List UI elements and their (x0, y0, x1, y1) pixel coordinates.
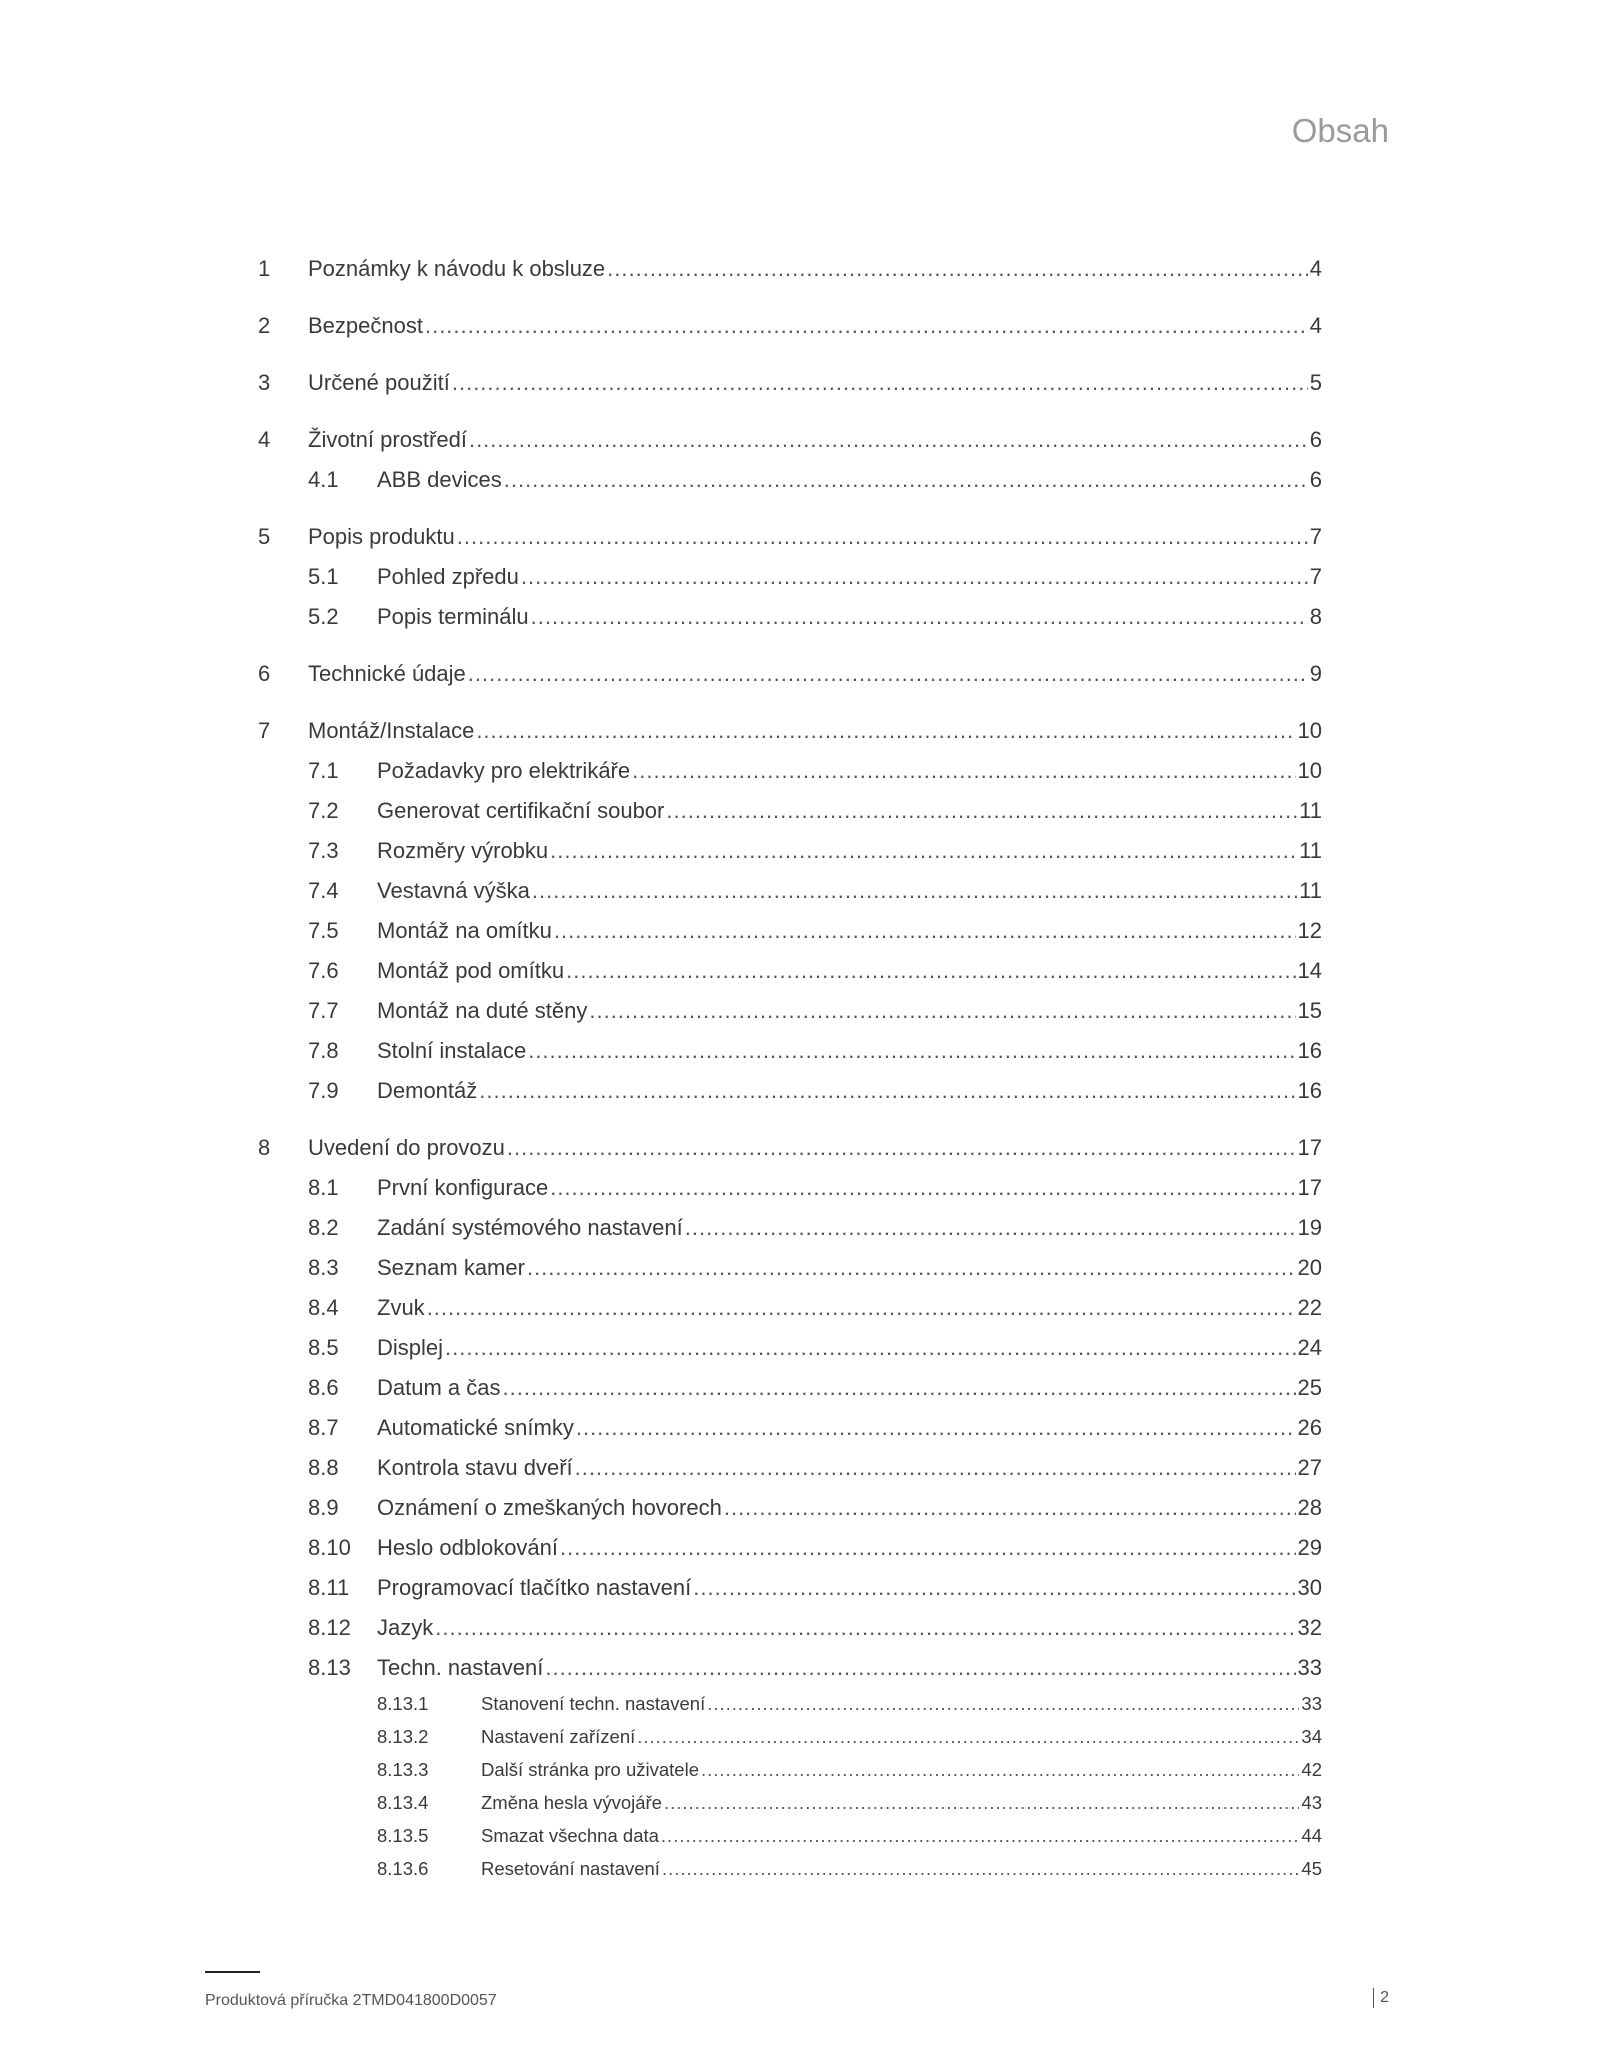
toc-number: 3 (258, 370, 271, 395)
page-title: Obsah (1291, 112, 1389, 149)
toc-page-number: 43 (1301, 1792, 1322, 1813)
toc-leader-dots (435, 1615, 1295, 1641)
toc-page-number: 6 (1309, 427, 1322, 452)
toc-page-number: 6 (1309, 467, 1322, 492)
toc-page-number: 17 (1297, 1135, 1322, 1160)
toc-title: Požadavky pro elektrikáře (377, 758, 631, 783)
toc-row[interactable] (0, 1455, 1600, 1485)
toc-number: 1 (258, 256, 271, 281)
toc-leader-dots (550, 1175, 1295, 1201)
toc-row[interactable] (0, 1535, 1600, 1565)
toc-entry[interactable] (377, 798, 1322, 824)
toc-page-number: 42 (1301, 1759, 1322, 1780)
toc-entry[interactable] (308, 427, 1322, 453)
toc-entry[interactable] (377, 604, 1322, 630)
toc-page-number: 25 (1297, 1375, 1322, 1400)
toc-leader-dots (427, 1295, 1296, 1321)
toc-number: 7.6 (308, 958, 339, 983)
toc-number: 4.1 (308, 467, 339, 492)
toc-entry[interactable] (377, 758, 1322, 784)
toc-entry[interactable] (377, 1655, 1322, 1681)
toc-entry[interactable] (377, 1078, 1322, 1104)
toc-title: Popis terminálu (377, 604, 529, 629)
toc-page-number: 33 (1297, 1655, 1322, 1680)
toc-row[interactable] (0, 1615, 1600, 1645)
toc-row[interactable] (0, 1858, 1600, 1888)
toc-page-number: 11 (1299, 878, 1322, 903)
toc-page-number: 9 (1309, 661, 1322, 686)
toc-row[interactable] (0, 427, 1600, 457)
toc-leader-dots (560, 1535, 1296, 1561)
toc-title: Displej (377, 1335, 444, 1360)
toc-title: Rozměry výrobku (377, 838, 549, 863)
toc-number: 8.13.5 (377, 1825, 429, 1846)
toc-page-number: 32 (1297, 1615, 1322, 1640)
toc-title: Další stránka pro uživatele (481, 1759, 699, 1780)
footer-rule (205, 1971, 260, 1973)
toc-leader-dots (528, 1038, 1295, 1064)
toc-entry[interactable] (481, 1858, 1322, 1880)
toc-number: 8.7 (308, 1415, 339, 1440)
toc-row[interactable] (0, 1825, 1600, 1855)
toc-page-number: 15 (1297, 998, 1322, 1023)
toc-entry[interactable] (377, 1175, 1322, 1201)
toc-title: Bezpečnost (308, 313, 423, 338)
toc-page-number: 11 (1299, 838, 1322, 863)
toc-leader-dots (532, 878, 1297, 904)
toc-title: Montáž/Instalace (308, 718, 475, 743)
toc-page-number: 4 (1309, 313, 1322, 338)
toc-leader-dots (701, 1759, 1299, 1781)
toc-entry[interactable] (308, 524, 1322, 550)
toc-leader-dots (425, 313, 1308, 339)
toc-page-number: 4 (1309, 256, 1322, 281)
toc-title: Stanovení techn. nastavení (481, 1693, 706, 1714)
toc-number: 5.2 (308, 604, 339, 629)
toc-row[interactable] (0, 313, 1600, 343)
toc-title: Pohled zpředu (377, 564, 519, 589)
toc-leader-dots (527, 1255, 1296, 1281)
toc-title: Změna hesla vývojáře (481, 1792, 662, 1813)
toc-row[interactable] (0, 1078, 1600, 1108)
toc-leader-dots (531, 604, 1308, 630)
toc-page-number: 30 (1297, 1575, 1322, 1600)
toc-number: 8.9 (308, 1495, 339, 1520)
toc-row[interactable] (0, 370, 1600, 400)
toc-title: Zvuk (377, 1295, 425, 1320)
toc-title: Datum a čas (377, 1375, 501, 1400)
toc-title: Generovat certifikační soubor (377, 798, 665, 823)
toc-page-number: 16 (1297, 1038, 1322, 1063)
toc-number: 7.5 (308, 918, 339, 943)
toc-page-number: 22 (1297, 1295, 1322, 1320)
toc-page-number: 8 (1309, 604, 1322, 629)
toc-title: Techn. nastavení (377, 1655, 544, 1680)
toc-row[interactable] (0, 564, 1600, 594)
toc-number: 7.1 (308, 758, 339, 783)
toc-leader-dots (469, 427, 1308, 453)
toc-entry[interactable] (308, 718, 1322, 744)
toc-leader-dots (507, 1135, 1296, 1161)
toc-entry[interactable] (377, 1415, 1322, 1441)
toc-page-number: 28 (1297, 1495, 1322, 1520)
toc-number: 7.9 (308, 1078, 339, 1103)
toc-leader-dots (707, 1693, 1299, 1715)
toc-leader-dots (452, 370, 1308, 396)
toc-title: Kontrola stavu dveří (377, 1455, 573, 1480)
toc-number: 6 (258, 661, 271, 686)
toc-page-number: 7 (1309, 524, 1322, 549)
toc-number: 8.4 (308, 1295, 339, 1320)
toc-number: 8 (258, 1135, 271, 1160)
toc-entry[interactable] (377, 467, 1322, 493)
toc-entry[interactable] (377, 1215, 1322, 1241)
toc-row[interactable] (0, 1759, 1600, 1789)
toc-row[interactable] (0, 878, 1600, 908)
toc-title: Heslo odblokování (377, 1535, 559, 1560)
toc-page-number: 14 (1297, 958, 1322, 983)
toc-page-number: 5 (1309, 370, 1322, 395)
toc-leader-dots (589, 998, 1295, 1024)
toc-leader-dots (632, 758, 1295, 784)
toc-row[interactable] (0, 918, 1600, 948)
toc-number: 8.13.2 (377, 1726, 429, 1747)
toc-row[interactable] (0, 256, 1600, 286)
toc-entry[interactable] (308, 313, 1322, 339)
toc-entry[interactable] (481, 1825, 1322, 1847)
toc-entry[interactable] (377, 1495, 1322, 1521)
toc-leader-dots (575, 1455, 1296, 1481)
toc-entry[interactable] (377, 1615, 1322, 1641)
toc-leader-dots (479, 1078, 1295, 1104)
toc-number: 7.4 (308, 878, 339, 903)
toc-title: Montáž na duté stěny (377, 998, 588, 1023)
toc-row[interactable] (0, 1295, 1600, 1325)
toc-page-number: 12 (1297, 918, 1322, 943)
toc-leader-dots (457, 524, 1308, 550)
toc-number: 7.8 (308, 1038, 339, 1063)
toc-leader-dots (521, 564, 1308, 590)
toc-leader-dots (550, 838, 1297, 864)
toc-entry[interactable] (377, 564, 1322, 590)
toc-number: 8.11 (308, 1575, 350, 1600)
toc-leader-dots (666, 798, 1297, 824)
toc-title: Resetování nastavení (481, 1858, 660, 1879)
toc-leader-dots (685, 1215, 1296, 1241)
toc-row[interactable] (0, 1255, 1600, 1285)
toc-page-number: 24 (1297, 1335, 1322, 1360)
toc-entry[interactable] (308, 1135, 1322, 1161)
toc-entry[interactable] (308, 256, 1322, 282)
toc-number: 8.13.1 (377, 1693, 429, 1714)
toc-row[interactable] (0, 524, 1600, 554)
toc-number: 7.7 (308, 998, 339, 1023)
toc-row[interactable] (0, 661, 1600, 691)
toc-row[interactable] (0, 1175, 1600, 1205)
toc-number: 8.13.4 (377, 1792, 429, 1813)
toc-title: ABB devices (377, 467, 502, 492)
toc-entry[interactable] (481, 1726, 1322, 1748)
toc-row[interactable] (0, 838, 1600, 868)
toc-title: Jazyk (377, 1615, 434, 1640)
toc-number: 8.3 (308, 1255, 339, 1280)
toc-entry[interactable] (308, 370, 1322, 396)
toc-row[interactable] (0, 1693, 1600, 1723)
toc-title: Stolní instalace (377, 1038, 527, 1063)
toc-number: 5 (258, 524, 271, 549)
toc-row[interactable] (0, 1792, 1600, 1822)
toc-page-number: 10 (1297, 718, 1322, 743)
toc-entry[interactable] (481, 1759, 1322, 1781)
toc-row[interactable] (0, 1655, 1600, 1685)
toc-number: 8.13 (308, 1655, 351, 1680)
toc-entry[interactable] (377, 918, 1322, 944)
toc-page-number: 29 (1297, 1535, 1322, 1560)
toc-number: 8.10 (308, 1535, 351, 1560)
footer-document-name: Produktová příručka 2TMD041800D0057 (205, 1992, 497, 2009)
toc-row[interactable] (0, 758, 1600, 788)
toc-entry[interactable] (481, 1693, 1322, 1715)
toc-entry[interactable] (377, 998, 1322, 1024)
toc-row[interactable] (0, 1038, 1600, 1068)
toc-leader-dots (576, 1415, 1296, 1441)
toc-row[interactable] (0, 958, 1600, 988)
toc-entry[interactable] (481, 1792, 1322, 1814)
toc-entry[interactable] (377, 1455, 1322, 1481)
toc-leader-dots (554, 918, 1296, 944)
toc-page-number: 26 (1297, 1415, 1322, 1440)
toc-page-number: 19 (1297, 1215, 1322, 1240)
toc-number: 5.1 (308, 564, 339, 589)
toc-title: Seznam kamer (377, 1255, 525, 1280)
toc-leader-dots (664, 1792, 1299, 1814)
page-separator (1373, 1988, 1374, 2008)
toc-entry[interactable] (377, 1535, 1322, 1561)
toc-number: 8.8 (308, 1455, 339, 1480)
toc-row[interactable] (0, 718, 1600, 748)
toc-row[interactable] (0, 1726, 1600, 1756)
toc-title: Automatické snímky (377, 1415, 574, 1440)
toc-number: 7.2 (308, 798, 339, 823)
toc-leader-dots (545, 1655, 1295, 1681)
toc-row[interactable] (0, 998, 1600, 1028)
toc-row[interactable] (0, 1415, 1600, 1445)
toc-page-number: 45 (1301, 1858, 1322, 1879)
toc-row[interactable] (0, 798, 1600, 828)
toc-entry[interactable] (377, 1295, 1322, 1321)
toc-row[interactable] (0, 1135, 1600, 1165)
toc-leader-dots (468, 661, 1308, 687)
toc-entry[interactable] (377, 1335, 1322, 1361)
toc-title: Programovací tlačítko nastavení (377, 1575, 692, 1600)
toc-row[interactable] (0, 604, 1600, 634)
toc-number: 8.1 (308, 1175, 339, 1200)
toc-number: 8.12 (308, 1615, 351, 1640)
toc-title: První konfigurace (377, 1175, 549, 1200)
toc-entry[interactable] (377, 958, 1322, 984)
toc-row[interactable] (0, 1375, 1600, 1405)
toc-leader-dots (662, 1858, 1299, 1880)
toc-entry[interactable] (377, 1575, 1322, 1601)
toc-leader-dots (607, 256, 1308, 282)
toc-row[interactable] (0, 1215, 1600, 1245)
toc-page-number: 17 (1297, 1175, 1322, 1200)
toc-page-number: 34 (1301, 1726, 1322, 1747)
toc-row[interactable] (0, 467, 1600, 497)
toc-page-number: 33 (1301, 1693, 1322, 1714)
toc-row[interactable] (0, 1575, 1600, 1605)
toc-leader-dots (503, 1375, 1296, 1401)
footer-page-number: 2 (1380, 1989, 1389, 2006)
toc-title: Životní prostředí (308, 427, 467, 452)
toc-page-number: 20 (1297, 1255, 1322, 1280)
toc-page-number: 16 (1297, 1078, 1322, 1103)
toc-leader-dots (476, 718, 1295, 744)
toc-entry[interactable] (377, 878, 1322, 904)
toc-leader-dots (661, 1825, 1300, 1847)
toc-page-number: 7 (1309, 564, 1322, 589)
toc-title: Vestavná výška (377, 878, 530, 903)
toc-leader-dots (724, 1495, 1296, 1521)
toc-number: 8.13.3 (377, 1759, 429, 1780)
toc-leader-dots (445, 1335, 1295, 1361)
toc-title: Montáž na omítku (377, 918, 552, 943)
toc-leader-dots (637, 1726, 1299, 1748)
toc-page-number: 10 (1297, 758, 1322, 783)
toc-number: 2 (258, 313, 271, 338)
toc-title: Montáž pod omítku (377, 958, 565, 983)
toc-entry[interactable] (377, 1375, 1322, 1401)
toc-title: Popis produktu (308, 524, 455, 549)
toc-number: 7.3 (308, 838, 339, 863)
toc-number: 8.2 (308, 1215, 339, 1240)
toc-title: Určené použití (308, 370, 450, 395)
toc-number: 4 (258, 427, 271, 452)
toc-title: Smazat všechna data (481, 1825, 659, 1846)
toc-entry[interactable] (377, 1038, 1322, 1064)
toc-entry[interactable] (377, 838, 1322, 864)
toc-title: Technické údaje (308, 661, 466, 686)
toc-entry[interactable] (377, 1255, 1322, 1281)
toc-title: Oznámení o zmeškaných hovorech (377, 1495, 722, 1520)
toc-entry[interactable] (308, 661, 1322, 687)
toc-title: Nastavení zařízení (481, 1726, 636, 1747)
toc-row[interactable] (0, 1495, 1600, 1525)
toc-leader-dots (504, 467, 1308, 493)
toc-number: 8.6 (308, 1375, 339, 1400)
toc-leader-dots (566, 958, 1295, 984)
toc-title: Uvedení do provozu (308, 1135, 505, 1160)
toc-page-number: 27 (1297, 1455, 1322, 1480)
toc-page-number: 11 (1299, 798, 1322, 823)
toc-title: Demontáž (377, 1078, 478, 1103)
toc-page-number: 44 (1301, 1825, 1322, 1846)
toc-title: Zadání systémového nastavení (377, 1215, 683, 1240)
toc-title: Poznámky k návodu k obsluze (308, 256, 606, 281)
toc-number: 7 (258, 718, 271, 743)
toc-row[interactable] (0, 1335, 1600, 1365)
toc-number: 8.13.6 (377, 1858, 429, 1879)
toc-leader-dots (693, 1575, 1295, 1601)
toc-number: 8.5 (308, 1335, 339, 1360)
footer-page-number-wrap (1373, 1988, 1389, 2008)
